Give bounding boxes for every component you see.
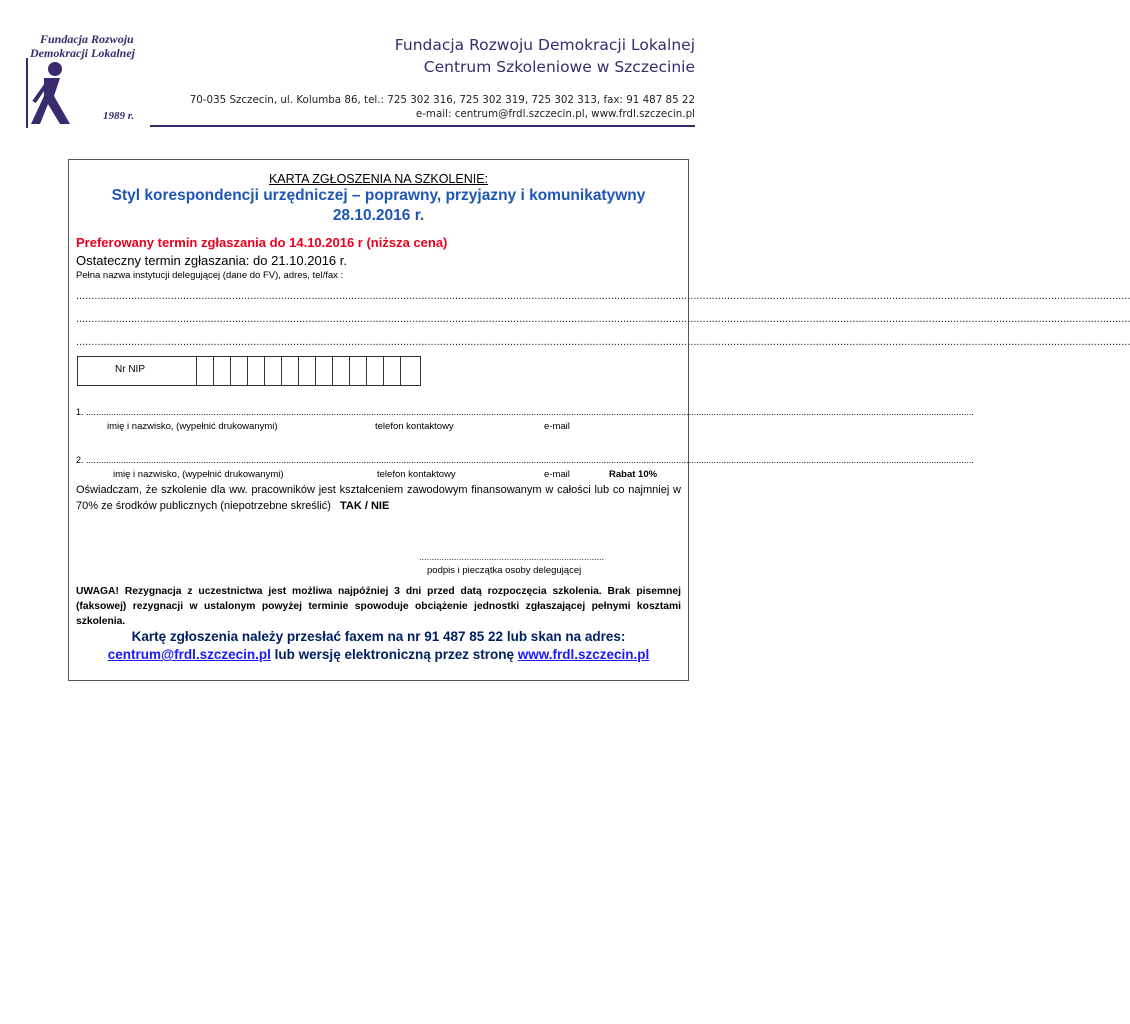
logo-year: 1989 r. <box>103 110 135 122</box>
registration-form <box>68 159 1130 681</box>
nip-digit-12[interactable] <box>383 357 400 385</box>
logo-vertical-rule <box>26 58 28 128</box>
contact-line: e-mail: centrum@frdl.szczecin.pl, www.frdl.szczecin.pl <box>415 108 695 120</box>
participant-1-email-label: e-mail <box>544 421 570 432</box>
declaration-text: Oświadczam, że szkolenie dla ww. pracowników jest kształceniem zawodowym finansowanym w całości lub co najmniej w 70% ze środków publicznych (niepotrzebne skreślić) <box>76 484 681 512</box>
institution-field-line-1[interactable]: ......................................................................................................................................................................................................................................................................................................................................................... <box>76 290 1130 302</box>
warning-text: Rezygnacja z uczestnictwa jest możliwa najpóźniej 3 dni przed datą rozpoczęcia szkolenia. Brak pisemnej (faksowej) rezygnacji w ustalonym powyżej terminie spowoduje obciążenie jednostki zgłaszającej pełnymi kosztami szkolenia. <box>76 586 681 627</box>
logo-line-1: Fundacja Rozwoju <box>40 32 134 46</box>
address-line: 70-035 Szczecin, ul. Kolumba 86, tel.: 725 302 316, 725 302 319, 725 302 313, fax: 91 487 85 22 <box>189 94 695 106</box>
org-name: Fundacja Rozwoju Demokracji Lokalnej <box>394 36 695 54</box>
participant-1-dots: ................................................................................................................................................................................................................................................................................................................................................................... <box>86 407 974 417</box>
center-name: Centrum Szkoleniowe w Szczecinie <box>423 58 695 76</box>
course-date: 28.10.2016 r. <box>332 207 425 224</box>
email-link[interactable]: centrum@frdl.szczecin.pl <box>107 647 271 662</box>
participant-2-phone-label: telefon kontaktowy <box>377 469 456 480</box>
warning-lead: UWAGA! <box>76 586 119 597</box>
nip-digit-3[interactable] <box>230 357 247 385</box>
logo-line-2: Demokracji Lokalnej <box>30 46 135 60</box>
participant-1-name-label: imię i nazwisko, (wypełnić drukowanymi) <box>107 421 278 432</box>
participant-1-phone-label: telefon kontaktowy <box>375 421 454 432</box>
nip-digit-9[interactable] <box>332 357 349 385</box>
nip-digit-7[interactable] <box>298 357 315 385</box>
nip-digit-11[interactable] <box>366 357 383 385</box>
header-rule <box>150 125 695 127</box>
nip-digit-8[interactable] <box>315 357 332 385</box>
nip-field[interactable] <box>77 356 421 386</box>
nip-digit-2[interactable] <box>213 357 230 385</box>
signature-label: podpis i pieczątka osoby delegującej <box>427 565 582 576</box>
declaration-choice[interactable]: TAK / NIE <box>340 500 390 512</box>
participant-1-number: 1. <box>76 407 84 417</box>
form-heading: KARTA ZGŁOSZENIA NA SZKOLENIE: <box>268 172 489 186</box>
discount-label: Rabat 10% <box>609 469 658 480</box>
institution-label: Pełna nazwa instytucji delegującej (dane do FV), adres, tel/fax : <box>76 270 344 281</box>
nip-digit-4[interactable] <box>247 357 264 385</box>
participant-1-row[interactable] <box>76 407 974 419</box>
signature-field[interactable]: .......................................................................... <box>419 552 605 562</box>
nip-label: Nr NIP <box>115 364 145 375</box>
send-instructions-line-1: Kartę zgłoszenia należy przesłać faxem na nr 91 487 85 22 lub skan na adres: <box>131 629 626 644</box>
send-instructions-line-2 <box>69 647 688 662</box>
website-link[interactable]: www.frdl.szczecin.pl <box>517 647 650 662</box>
institution-field-line-2[interactable]: ......................................................................................................................................................................................................................................................................................................................................................... <box>76 313 1130 325</box>
nip-digit-1[interactable] <box>196 357 213 385</box>
send-instructions-middle: lub wersję elektroniczną przez stronę <box>270 647 518 662</box>
nip-digit-10[interactable] <box>349 357 366 385</box>
final-deadline: Ostateczny termin zgłaszania: do 21.10.2016 r. <box>76 253 347 268</box>
participant-2-row[interactable] <box>76 455 974 467</box>
nip-digit-6[interactable] <box>281 357 298 385</box>
participant-2-name-label: imię i nazwisko, (wypełnić drukowanymi) <box>113 469 284 480</box>
participant-2-number: 2. <box>76 455 84 465</box>
course-title: Styl korespondencji urzędniczej – poprawny, przyjazny i komunikatywny <box>111 187 646 204</box>
nip-digit-13[interactable] <box>400 357 417 385</box>
warning <box>76 584 681 629</box>
participant-2-dots: ................................................................................................................................................................................................................................................................................................................................................................... <box>86 455 974 465</box>
declaration <box>76 482 681 514</box>
preferred-deadline: Preferowany termin zgłaszania do 14.10.2016 r (niższa cena) <box>76 235 448 250</box>
institution-field-line-3[interactable]: ......................................................................................................................................................................................................................................................................................................................................................... <box>76 336 1130 348</box>
participant-2-email-label: e-mail <box>544 469 570 480</box>
nip-digit-5[interactable] <box>264 357 281 385</box>
walking-figure-logo-icon <box>30 60 74 126</box>
